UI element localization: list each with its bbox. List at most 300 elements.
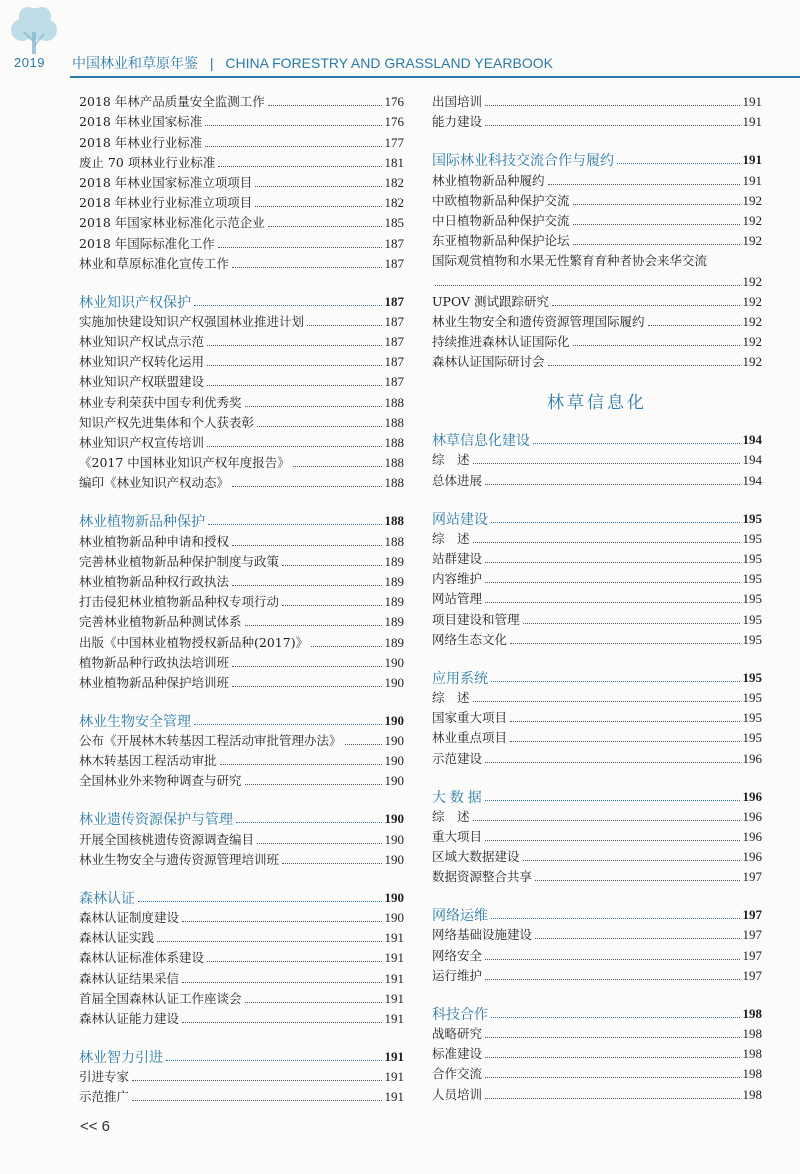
toc-section — [432, 785, 762, 888]
dot-leader — [255, 206, 381, 207]
toc-entry[interactable] — [432, 1064, 762, 1084]
entry-title: 站群建设 — [432, 551, 483, 566]
section-heading[interactable] — [432, 1002, 762, 1024]
page-ref: 195 — [742, 591, 762, 607]
section-title: 林草信息化建设 — [432, 432, 530, 449]
toc-entry[interactable] — [432, 708, 762, 728]
entry-title: 森林认证制度建设 — [79, 910, 180, 925]
dot-leader — [257, 843, 381, 844]
page-ref: 187 — [384, 235, 404, 251]
right-column — [432, 92, 762, 1105]
toc-entry[interactable] — [432, 569, 762, 589]
toc-entry[interactable] — [432, 312, 762, 332]
page-ref: 182 — [384, 174, 404, 190]
toc-entry[interactable] — [79, 928, 404, 948]
dot-leader — [257, 426, 381, 427]
entry-title: 林业重点项目 — [432, 730, 508, 746]
page-ref: 187 — [384, 354, 404, 370]
page-ref: 189 — [384, 614, 404, 630]
dot-leader — [485, 602, 739, 603]
entry-title: 林业植物新品种权行政执法 — [79, 573, 230, 589]
entry-title: 完善林业植物新品种测试体系 — [79, 614, 242, 630]
entry-title: 2018 年国家林业标准化示范企业 — [79, 215, 265, 231]
toc-entry[interactable] — [432, 867, 762, 887]
section-title: 应用系统 — [432, 669, 488, 686]
entry-title: 森林认证实践 — [79, 930, 155, 946]
entry-title: 2018 年林业国家标准 — [79, 114, 203, 130]
page-ref: 197 — [742, 947, 762, 963]
page-ref: 189 — [384, 573, 404, 589]
toc-entry[interactable] — [79, 92, 404, 112]
toc-entry[interactable] — [432, 211, 762, 231]
page-ref: 192 — [742, 293, 762, 309]
page-ref: 197 — [742, 967, 762, 983]
dot-leader — [548, 184, 740, 185]
page-ref: 192 — [742, 192, 762, 208]
dot-leader — [232, 666, 381, 667]
toc-entry[interactable] — [79, 453, 404, 473]
dot-leader — [182, 921, 381, 922]
entry-title: 森林认证能力建设 — [79, 1010, 180, 1026]
toc-section — [79, 807, 404, 869]
toc-entry[interactable] — [79, 592, 404, 612]
entry-title: 人员培训 — [432, 1086, 483, 1102]
toc-entry[interactable] — [432, 529, 762, 549]
toc-entry[interactable] — [79, 968, 404, 988]
toc-entry[interactable] — [432, 589, 762, 609]
toc-entry[interactable] — [432, 470, 762, 490]
toc-entry[interactable] — [79, 829, 404, 849]
toc-entry[interactable] — [432, 728, 762, 748]
toc-entry[interactable] — [432, 112, 762, 132]
dot-leader — [573, 224, 740, 225]
toc-entry[interactable] — [79, 392, 404, 412]
dot-leader — [485, 1037, 739, 1038]
dot-leader — [132, 1080, 381, 1081]
toc-entry[interactable] — [79, 233, 404, 253]
toc-entry[interactable] — [79, 193, 404, 213]
dot-leader — [207, 446, 381, 447]
dot-leader — [232, 267, 381, 268]
page-ref: 187 — [384, 255, 404, 271]
toc-section — [432, 148, 762, 251]
dot-leader — [293, 466, 382, 467]
entry-title: 综 述 — [432, 530, 470, 546]
toc-entry[interactable] — [432, 966, 762, 986]
entry-title: 森林认证国际研讨会 — [432, 354, 545, 370]
page-ref: 187 — [384, 313, 404, 329]
entry-title: 项目建设和管理 — [432, 611, 520, 627]
toc-section — [432, 507, 762, 650]
dot-leader — [232, 686, 381, 687]
dot-leader — [473, 820, 740, 821]
toc-entry[interactable] — [432, 92, 762, 112]
dot-leader — [194, 305, 382, 306]
toc-section — [79, 709, 404, 792]
dot-leader — [435, 285, 740, 286]
entry-title: 东亚植物新品种保护论坛 — [432, 233, 570, 249]
entry-title: 林业植物新品种保护培训班 — [79, 674, 230, 690]
toc-entry[interactable] — [432, 945, 762, 965]
page-ref: 188 — [384, 455, 404, 471]
dot-leader — [510, 741, 739, 742]
section-title: 大 数 据 — [432, 788, 482, 805]
toc-entry[interactable] — [79, 473, 404, 493]
entry-title: 废止 70 项林业行业标准 — [79, 154, 216, 170]
page-ref: 191 — [742, 172, 762, 188]
toc-entry[interactable] — [432, 630, 762, 650]
dot-leader — [523, 860, 740, 861]
toc-entry[interactable] — [432, 1044, 762, 1064]
section-heading[interactable] — [79, 290, 404, 312]
page-ref: 197 — [742, 927, 762, 943]
dot-leader — [533, 443, 740, 444]
entry-title: 网络安全 — [432, 947, 483, 963]
page-ref: 190 — [384, 889, 404, 905]
page-ref: 185 — [384, 215, 404, 231]
section-heading[interactable] — [79, 886, 404, 908]
toc-entry[interactable] — [79, 531, 404, 551]
dot-leader — [208, 524, 382, 525]
entry-title: 2018 年林业行业标准立项项目 — [79, 195, 253, 211]
page-ref: 187 — [384, 374, 404, 390]
dot-leader — [182, 982, 381, 983]
toc-entry[interactable] — [79, 908, 404, 928]
entry-title: 林业植物新品种申请和授权 — [79, 533, 230, 549]
toc-entry[interactable] — [79, 1009, 404, 1029]
page-ref: 190 — [384, 831, 404, 847]
toc-entry[interactable] — [79, 413, 404, 433]
entry-title: 中欧植物新品种保护交流 — [432, 192, 570, 208]
dot-leader — [268, 226, 382, 227]
dot-leader — [282, 863, 381, 864]
toc-section — [79, 509, 404, 693]
section-heading[interactable] — [432, 903, 762, 925]
page-ref: 190 — [384, 851, 404, 867]
toc-section — [432, 428, 762, 490]
page-ref: 198 — [742, 1046, 762, 1062]
page-ref: 188 — [384, 414, 404, 430]
toc-section — [432, 1002, 762, 1105]
dot-leader — [182, 1022, 381, 1023]
entry-title: 林木转基因工程活动审批 — [79, 753, 217, 769]
section-title: 林业植物新品种保护 — [79, 513, 205, 530]
page-ref: 194 — [742, 452, 762, 468]
entry-title: 2018 年林产品质量安全监测工作 — [79, 94, 265, 110]
dot-leader — [207, 345, 381, 346]
section-heading[interactable] — [79, 807, 404, 829]
page-ref: 196 — [742, 808, 762, 824]
entry-title: 运行维护 — [432, 967, 483, 983]
dot-leader — [232, 486, 381, 487]
page-ref: 195 — [742, 631, 762, 647]
toc-section — [79, 1045, 404, 1107]
toc-entry[interactable] — [432, 292, 762, 312]
toc-section — [79, 886, 404, 1029]
page-ref: 191 — [742, 152, 762, 168]
entry-title: 综 述 — [432, 808, 470, 824]
dot-leader — [236, 822, 382, 823]
entry-title: 区域大数据建设 — [432, 849, 520, 865]
header-rule — [70, 76, 800, 78]
entry-title: 网络生态文化 — [432, 631, 508, 647]
page-ref: 181 — [384, 154, 404, 170]
section-heading[interactable] — [432, 148, 762, 170]
entry-title: 林业植物新品种履约 — [432, 172, 545, 188]
entry-title: 林业知识产权试点示范 — [79, 334, 205, 350]
dot-leader — [207, 961, 381, 962]
dot-leader — [552, 305, 740, 306]
entry-title: 编印《林业知识产权动态》 — [79, 475, 230, 491]
section-title: 国际林业科技交流合作与履约 — [432, 152, 614, 169]
page-ref: 195 — [742, 710, 762, 726]
section-heading[interactable] — [79, 1045, 404, 1067]
entry-title: 示范建设 — [432, 750, 483, 766]
toc-entry[interactable] — [79, 572, 404, 592]
toc-entry[interactable] — [79, 254, 404, 274]
dot-leader — [491, 1017, 740, 1018]
page-ref: 188 — [384, 533, 404, 549]
dot-leader — [491, 681, 740, 682]
toc-entry[interactable] — [79, 312, 404, 332]
entry-title: 重大项目 — [432, 828, 483, 844]
dot-leader — [207, 365, 381, 366]
entry-title: 持续推进森林认证国际化 — [432, 334, 570, 350]
toc-entry[interactable] — [79, 153, 404, 173]
dot-leader — [245, 784, 382, 785]
dot-leader — [194, 724, 382, 725]
dot-leader — [345, 744, 382, 745]
toc-entry[interactable] — [79, 372, 404, 392]
page-ref: 191 — [384, 990, 404, 1006]
toc-entry[interactable] — [79, 751, 404, 771]
page-ref: 190 — [384, 674, 404, 690]
section-heading[interactable] — [432, 666, 762, 688]
entry-title: 开展全国核桃遗传资源调查编目 — [79, 831, 255, 847]
page-ref: 198 — [742, 1026, 762, 1041]
entry-title: 林业和草原标准化宣传工作 — [79, 255, 230, 271]
toc-entry[interactable] — [432, 352, 762, 372]
entry-title: 林业生物安全和遗传资源管理国际履约 — [432, 313, 645, 329]
dot-leader — [207, 385, 381, 386]
section-heading[interactable] — [432, 428, 762, 450]
dot-leader — [485, 979, 739, 980]
toc-entry[interactable] — [79, 1087, 404, 1107]
dot-leader — [473, 701, 740, 702]
toc-entry[interactable] — [79, 989, 404, 1009]
entry-title: UPOV 测试跟踪研究 — [432, 293, 549, 309]
toc-entry[interactable] — [79, 352, 404, 372]
dot-leader — [218, 247, 382, 248]
page-ref: 198 — [742, 1086, 762, 1102]
dot-leader — [485, 1077, 739, 1078]
page-ref: 192 — [742, 273, 762, 289]
entry-title: 综 述 — [432, 689, 470, 705]
page-ref: 191 — [384, 1069, 404, 1085]
page-ref: 191 — [742, 94, 762, 110]
toc-entry[interactable] — [432, 847, 762, 867]
page-ref: 195 — [742, 571, 762, 587]
dot-leader — [485, 840, 739, 841]
page-ref: 192 — [742, 354, 762, 370]
page-ref: 188 — [384, 475, 404, 491]
toc-entry[interactable] — [79, 771, 404, 791]
header-title-cn: 中国林业和草原年鉴 — [72, 55, 198, 71]
toc-entry-continuation[interactable] — [432, 271, 762, 291]
toc-entry[interactable] — [432, 549, 762, 569]
toc-entry[interactable] — [79, 850, 404, 870]
dot-leader — [218, 166, 381, 167]
toc-entry[interactable] — [79, 731, 404, 751]
toc-entry[interactable] — [79, 612, 404, 632]
toc-entry[interactable] — [432, 1084, 762, 1104]
entry-title-wrapped[interactable]: 国际观赏植物和水果无性繁育育种者协会来华交流 — [432, 253, 708, 269]
page-ref: 190 — [384, 753, 404, 769]
page-number: << 6 — [80, 1118, 111, 1135]
page-ref: 188 — [384, 513, 404, 529]
header-title: 中国林业和草原年鉴 | CHINA FORESTRY AND GRASSLAND YEARBOOK — [72, 55, 553, 71]
section-heading[interactable] — [432, 507, 762, 529]
page-ref: 188 — [384, 435, 404, 450]
entry-title: 国家重大项目 — [432, 710, 508, 726]
toc-entry[interactable] — [79, 433, 404, 453]
entry-title: 完善林业植物新品种保护制度与政策 — [79, 553, 280, 569]
toc-entry[interactable] — [79, 673, 404, 693]
entry-title: 标准建设 — [432, 1046, 483, 1062]
dot-leader — [232, 585, 381, 586]
dot-leader — [311, 646, 381, 647]
page-ref: 189 — [384, 594, 404, 610]
page-ref: 176 — [384, 94, 404, 110]
dot-leader — [245, 1002, 382, 1003]
entry-title: 网络基础设施建设 — [432, 927, 533, 943]
dot-leader — [166, 1060, 382, 1061]
dot-leader — [617, 163, 740, 164]
entry-title: 2018 年林业国家标准立项项目 — [79, 174, 253, 190]
page-ref: 195 — [742, 510, 762, 526]
toc-entry[interactable] — [432, 450, 762, 470]
entry-title: 林业知识产权转化运用 — [79, 354, 205, 370]
dot-leader — [548, 365, 740, 366]
dot-leader — [282, 565, 381, 566]
toc-entry[interactable] — [432, 807, 762, 827]
toc-entry[interactable] — [79, 173, 404, 193]
toc-entry[interactable] — [79, 112, 404, 132]
entry-title: 林业知识产权宣传培训 — [79, 435, 205, 450]
page-ref: 192 — [742, 334, 762, 350]
page-ref: 191 — [742, 114, 762, 130]
page-ref: 189 — [384, 634, 404, 650]
toc-entry[interactable] — [432, 1024, 762, 1044]
toc-entry[interactable] — [432, 332, 762, 352]
page-ref: 196 — [742, 788, 762, 804]
dot-leader — [282, 605, 381, 606]
toc-entry[interactable] — [432, 748, 762, 768]
entry-title: 首届全国森林认证工作座谈会 — [79, 990, 242, 1006]
page-ref: 190 — [384, 910, 404, 925]
entry-title: 能力建设 — [432, 114, 483, 130]
dot-leader — [220, 764, 382, 765]
toc-entry[interactable] — [79, 332, 404, 352]
page-ref: 190 — [384, 811, 404, 827]
entry-title: 引进专家 — [79, 1069, 130, 1085]
toc-entry[interactable] — [79, 213, 404, 233]
dot-leader — [485, 105, 739, 106]
toc-entry[interactable] — [432, 688, 762, 708]
page-ref: 187 — [384, 293, 404, 309]
dot-leader — [132, 1100, 381, 1101]
dot-leader — [535, 880, 739, 881]
entry-title: 林业生物安全与遗传资源管理培训班 — [79, 851, 280, 867]
toc-entry[interactable] — [79, 132, 404, 152]
page-ref: 192 — [742, 212, 762, 228]
page-ref: 195 — [742, 689, 762, 705]
entry-title: 森林认证结果采信 — [79, 970, 180, 986]
dot-leader — [485, 762, 739, 763]
dot-leader — [485, 1057, 739, 1058]
toc-section — [432, 666, 762, 769]
entry-title: 实施加快建设知识产权强国林业推进计划 — [79, 313, 305, 329]
entry-title: 内容维护 — [432, 571, 483, 587]
dot-leader — [245, 625, 382, 626]
toc-entry[interactable] — [432, 827, 762, 847]
entry-title: 2018 年林业行业标准 — [79, 134, 203, 150]
toc-entry[interactable] — [432, 925, 762, 945]
toc-section — [432, 903, 762, 986]
dot-leader — [473, 542, 740, 543]
page-ref: 191 — [384, 1010, 404, 1026]
dot-leader — [573, 204, 740, 205]
toc-entry[interactable] — [432, 231, 762, 251]
page-ref: 198 — [742, 1005, 762, 1021]
dot-leader — [485, 125, 739, 126]
dot-leader — [523, 623, 740, 624]
entry-title: 数据资源整合共享 — [432, 869, 533, 885]
toc-entry[interactable] — [79, 1067, 404, 1087]
dot-leader — [255, 186, 381, 187]
page-ref: 191 — [384, 1089, 404, 1105]
toc-entry[interactable] — [79, 653, 404, 673]
entry-title: 综 述 — [432, 452, 470, 468]
entry-title: 示范推广 — [79, 1089, 130, 1105]
section-heading[interactable] — [432, 785, 762, 807]
page-ref: 182 — [384, 195, 404, 211]
entry-title: 出国培训 — [432, 94, 483, 110]
toc-entry[interactable] — [79, 948, 404, 968]
page-ref: 195 — [742, 530, 762, 546]
page-ref: 195 — [742, 669, 762, 685]
dot-leader — [245, 406, 382, 407]
page-ref: 187 — [384, 334, 404, 350]
page-ref: 194 — [742, 472, 762, 488]
page-ref: 191 — [384, 1048, 404, 1064]
section-heading[interactable] — [79, 509, 404, 531]
toc-entry[interactable] — [432, 191, 762, 211]
toc-entry[interactable] — [432, 170, 762, 190]
toc-entry[interactable] — [432, 609, 762, 629]
page-ref: 190 — [384, 733, 404, 749]
dot-leader — [485, 959, 739, 960]
section-heading[interactable] — [79, 709, 404, 731]
dot-leader — [485, 562, 739, 563]
entry-title: 全国林业外来物种调查与研究 — [79, 773, 242, 789]
toc-entry[interactable] — [79, 632, 404, 652]
entry-title: 网站管理 — [432, 591, 483, 607]
page-ref: 194 — [742, 432, 762, 448]
toc-entry[interactable] — [79, 552, 404, 572]
section-title: 林业知识产权保护 — [79, 293, 191, 310]
page-ref: 190 — [384, 712, 404, 728]
